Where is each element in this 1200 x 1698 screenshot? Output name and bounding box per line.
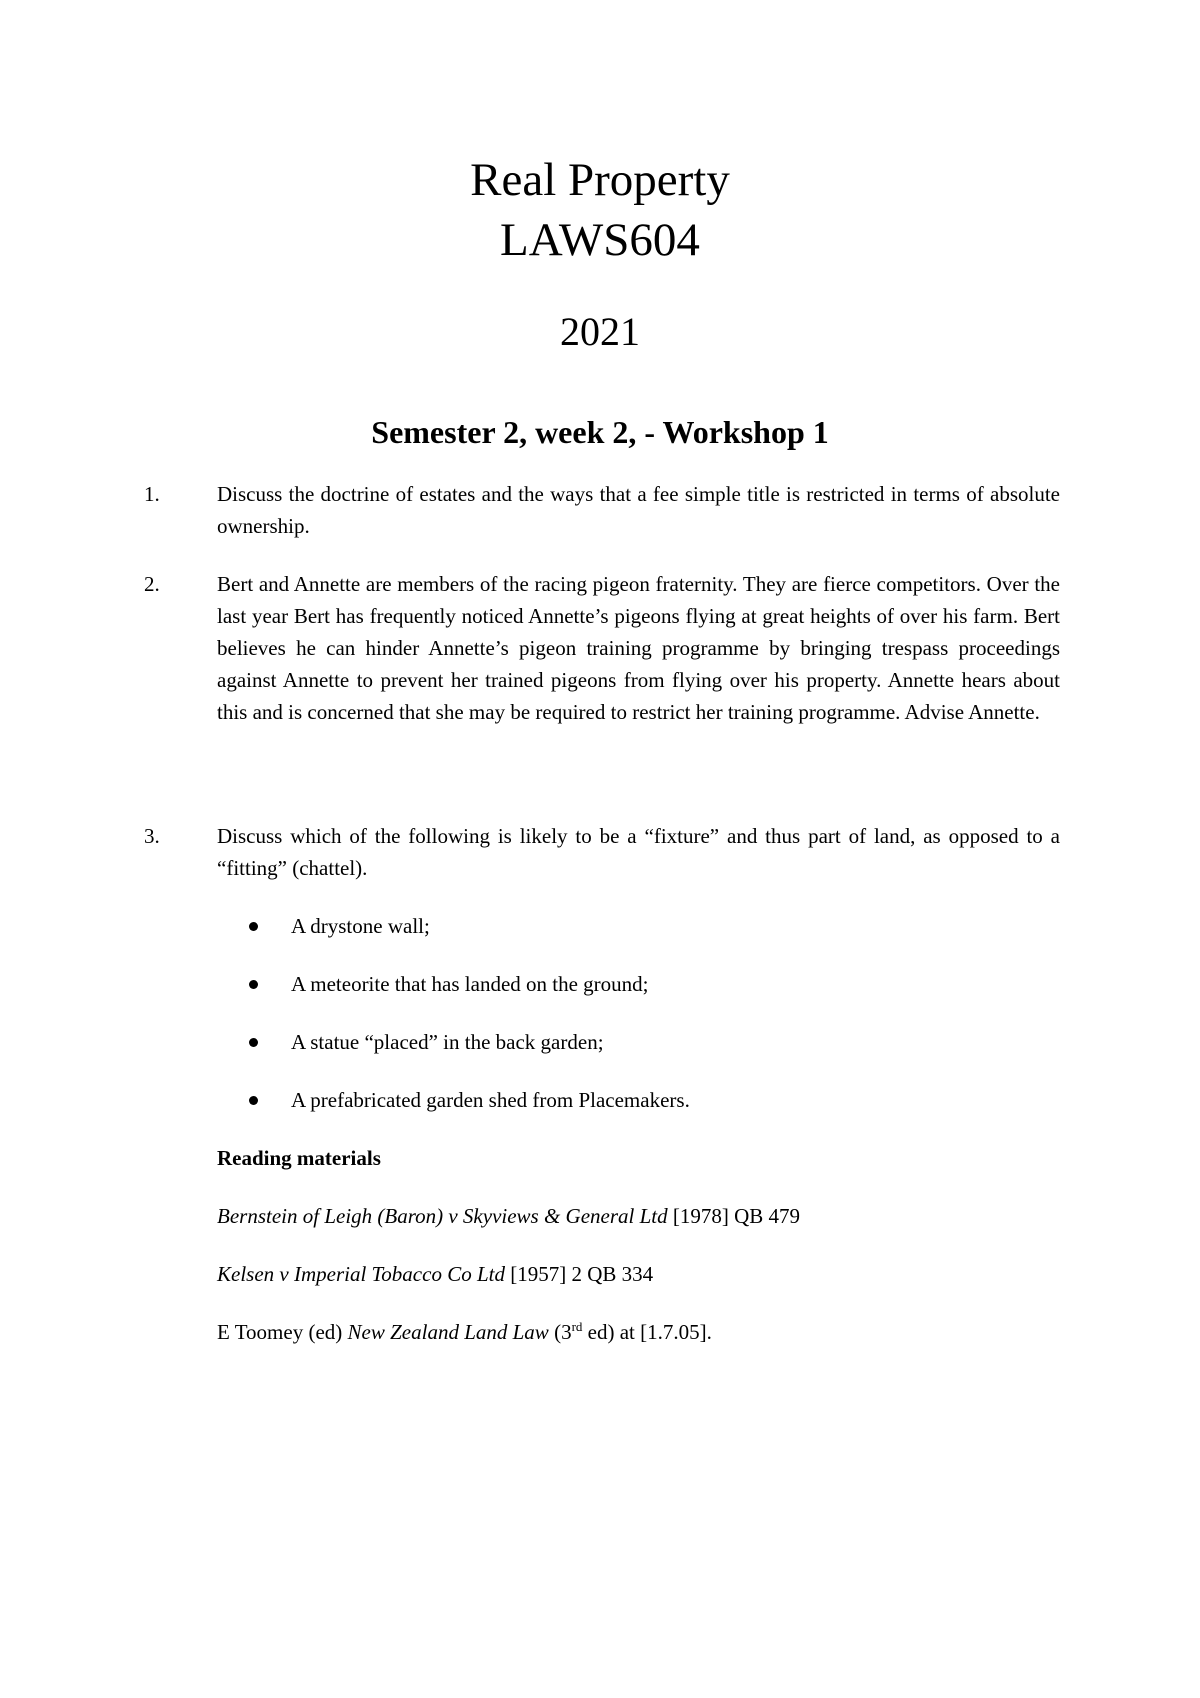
reference-3 <box>217 1316 712 1348</box>
case-citation: [1978] QB 479 <box>667 1204 801 1228</box>
reference-1 <box>217 1200 800 1232</box>
question-text: Bert and Annette are members of the racing pigeon fraternity. They are fierce competitors. Over the last year Bert has frequently noticed Annette’s pigeons flying at great heights of over his farm. Bert believes he can hinder Annette’s pigeon training programme by bringing trespass proceedings against Annette to prevent her trained pigeons from flying over his property. Annette hears about this and is concerned that she may be required to restrict her training programme. Advise Annette. <box>217 572 1060 724</box>
editor-prefix: E Toomey (ed) <box>217 1320 348 1344</box>
question-number: 3. <box>144 824 160 848</box>
edition-open: (3 <box>548 1320 572 1344</box>
bullet-icon <box>249 922 258 931</box>
bullet-text: A drystone wall; <box>291 914 430 938</box>
question-2 <box>140 568 1060 728</box>
bullet-icon <box>249 980 258 989</box>
course-code: LAWS604 <box>500 214 700 266</box>
bullet-text: A prefabricated garden shed from Placemakers. <box>291 1088 690 1112</box>
bullet-item <box>249 910 430 942</box>
reference-2 <box>217 1258 653 1290</box>
case-name: Bernstein of Leigh (Baron) v Skyviews & General Ltd <box>217 1204 668 1228</box>
case-name: Kelsen v Imperial Tobacco Co Ltd <box>217 1262 505 1286</box>
year: 2021 <box>560 309 640 354</box>
question-1 <box>140 478 1060 542</box>
bullet-item <box>249 1084 690 1116</box>
question-number: 1. <box>144 482 160 506</box>
question-number: 2. <box>144 572 160 596</box>
bullet-text: A statue “placed” in the back garden; <box>291 1030 604 1054</box>
book-title: New Zealand Land Law <box>347 1320 549 1344</box>
edition-close: ed) at [1.7.05]. <box>582 1320 712 1344</box>
case-citation: [1957] 2 QB 334 <box>504 1262 654 1286</box>
document-title: Real Property <box>470 154 730 206</box>
bullet-item <box>249 1026 604 1058</box>
bullet-icon <box>249 1038 258 1047</box>
reading-materials-heading: Reading materials <box>217 1146 381 1170</box>
question-3 <box>140 820 1060 884</box>
edition-superscript: rd <box>571 1319 583 1334</box>
question-text: Discuss the doctrine of estates and the ways that a fee simple title is restricted in terms of absolute ownership. <box>217 482 1060 538</box>
question-text: Discuss which of the following is likely to be a “fixture” and thus part of land, as opposed to a “fitting” (chattel). <box>217 824 1060 880</box>
workshop-heading: Semester 2, week 2, - Workshop 1 <box>371 414 829 450</box>
bullet-text: A meteorite that has landed on the ground; <box>291 972 649 996</box>
bullet-item <box>249 968 649 1000</box>
bullet-icon <box>249 1096 258 1105</box>
